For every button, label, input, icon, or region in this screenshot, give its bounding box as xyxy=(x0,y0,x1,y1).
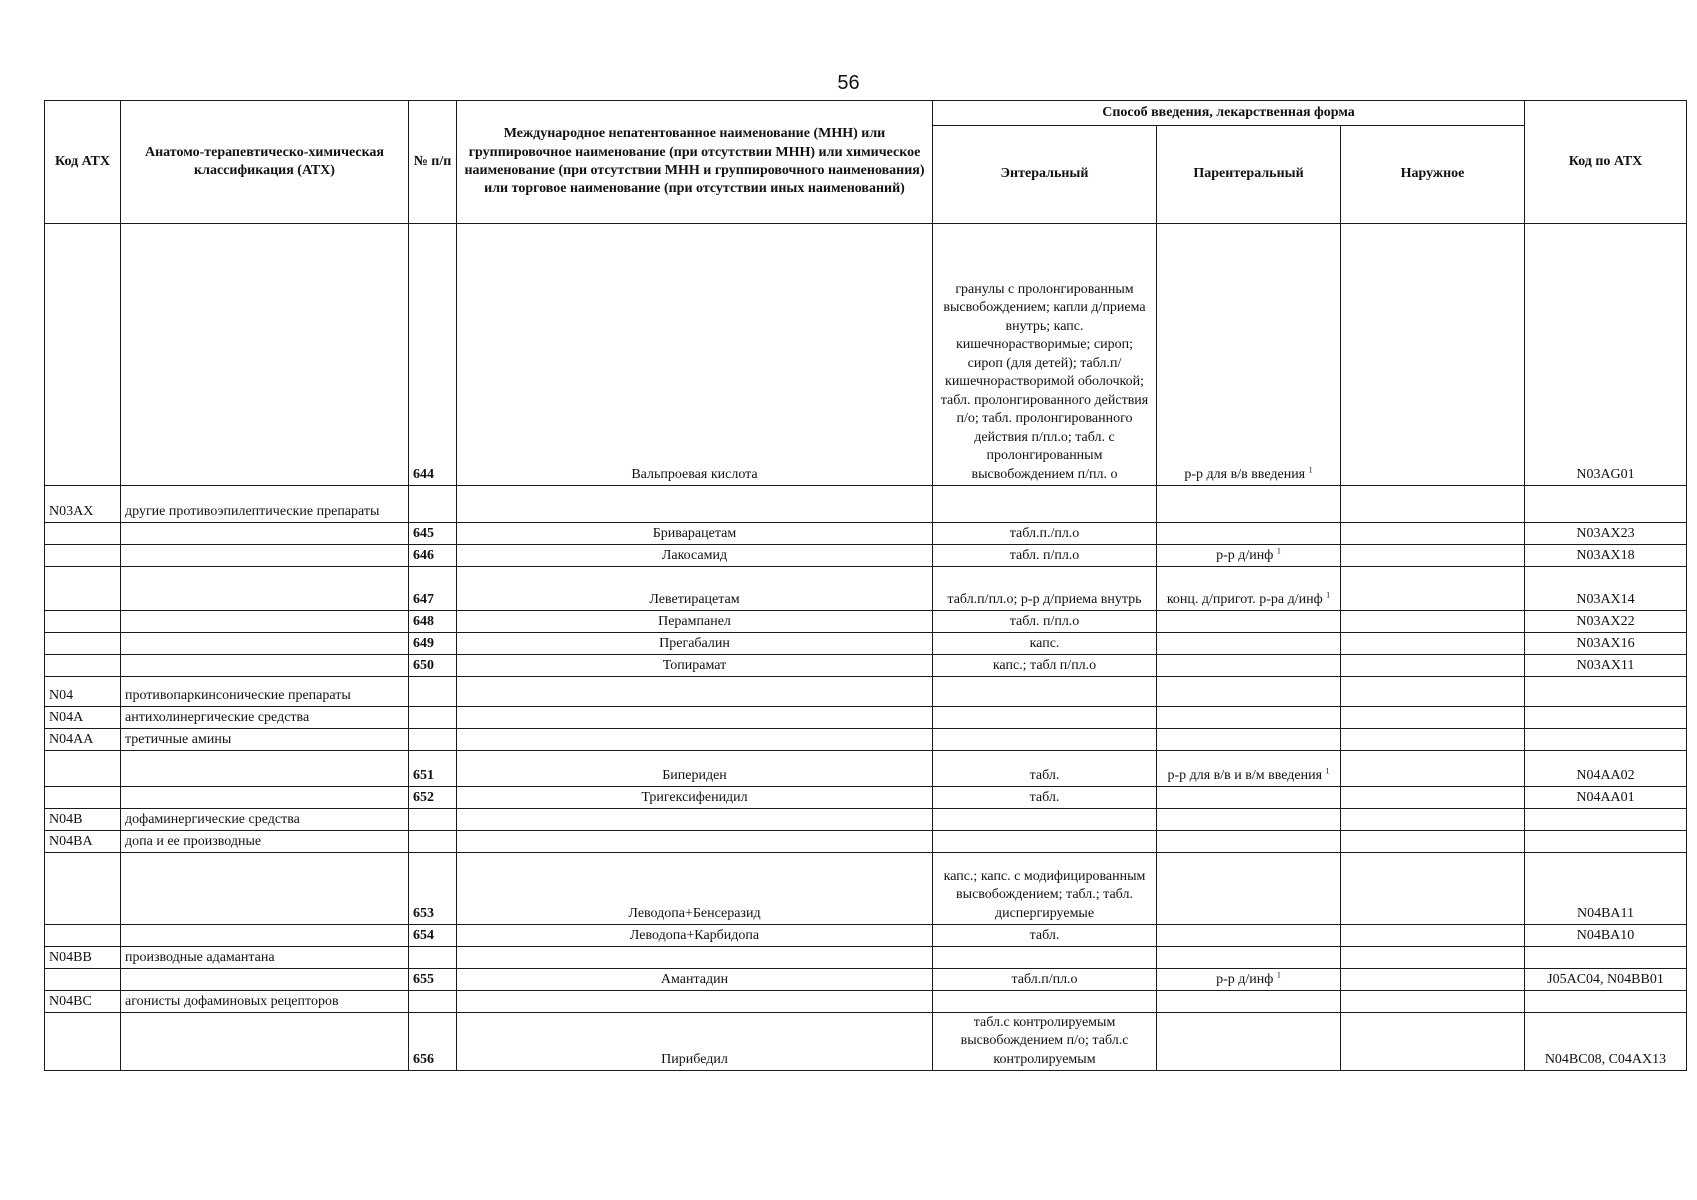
drug-name xyxy=(457,567,933,611)
atx-group-code xyxy=(45,567,121,611)
classification-text xyxy=(121,947,409,969)
external-forms xyxy=(1341,809,1525,831)
parenteral-forms xyxy=(1157,831,1341,853)
classification-text xyxy=(121,707,409,729)
classification-text xyxy=(121,567,409,611)
atx-code-text: N03AX18 xyxy=(1576,547,1635,563)
enteral-forms xyxy=(933,545,1157,567)
drug-name-text: Леводопа+Карбидопа xyxy=(629,927,760,943)
row-number-text: 653 xyxy=(413,905,434,921)
drug-name-text: Пирибедил xyxy=(661,1051,728,1067)
row-number xyxy=(409,633,457,655)
drug-name xyxy=(457,809,933,831)
external-forms xyxy=(1341,1013,1525,1071)
enteral-forms xyxy=(933,1013,1157,1071)
table-row xyxy=(45,567,1687,611)
row-number-text: 652 xyxy=(413,789,434,805)
enteral-forms xyxy=(933,677,1157,707)
row-number xyxy=(409,787,457,809)
row-number xyxy=(409,655,457,677)
atx-code xyxy=(1525,707,1687,729)
atx-code xyxy=(1525,633,1687,655)
atx-code xyxy=(1525,853,1687,925)
classification-text xyxy=(121,486,409,523)
row-number xyxy=(409,486,457,523)
classification-text xyxy=(121,969,409,991)
atx-code-text: N04BC08, C04AX13 xyxy=(1544,1051,1667,1067)
drug-name xyxy=(457,1013,933,1071)
parenteral-forms xyxy=(1157,707,1341,729)
atx-group-code xyxy=(45,991,121,1013)
table-row xyxy=(45,809,1687,831)
enteral-forms xyxy=(933,853,1157,925)
drug-name xyxy=(457,787,933,809)
classification-text-text: дофаминергические средства xyxy=(125,811,300,827)
parenteral-forms xyxy=(1157,991,1341,1013)
atx-code xyxy=(1525,729,1687,751)
parenteral-forms xyxy=(1157,677,1341,707)
drug-name xyxy=(457,523,933,545)
atx-group-code xyxy=(45,729,121,751)
row-number-text: 645 xyxy=(413,525,434,541)
atx-code-text: N04BA11 xyxy=(1576,905,1635,921)
drug-name-text: Бипериден xyxy=(662,767,727,783)
header-external: Наружное xyxy=(1341,126,1525,224)
atx-code xyxy=(1525,925,1687,947)
external-forms xyxy=(1341,969,1525,991)
row-number xyxy=(409,947,457,969)
row-number xyxy=(409,831,457,853)
external-forms xyxy=(1341,677,1525,707)
enteral-forms-text: табл. xyxy=(1029,927,1060,943)
atx-code xyxy=(1525,545,1687,567)
enteral-forms xyxy=(933,611,1157,633)
table-row xyxy=(45,751,1687,787)
drug-name-text: Прегабалин xyxy=(659,635,730,651)
row-number xyxy=(409,567,457,611)
row-number xyxy=(409,969,457,991)
row-number xyxy=(409,523,457,545)
external-forms xyxy=(1341,729,1525,751)
atx-group-code xyxy=(45,831,121,853)
atx-group-code xyxy=(45,486,121,523)
footnote-marker: 1 xyxy=(1308,464,1313,474)
external-forms xyxy=(1341,853,1525,925)
parenteral-forms xyxy=(1157,655,1341,677)
drug-name xyxy=(457,633,933,655)
external-forms xyxy=(1341,633,1525,655)
header-route-group: Способ введения, лекарственная форма xyxy=(933,101,1525,126)
classification-text xyxy=(121,831,409,853)
row-number-text: 647 xyxy=(413,591,434,607)
atx-group-code-text: N04BA xyxy=(49,833,93,849)
row-number xyxy=(409,677,457,707)
drug-name xyxy=(457,831,933,853)
external-forms xyxy=(1341,611,1525,633)
parenteral-forms xyxy=(1157,633,1341,655)
row-number-text: 649 xyxy=(413,635,434,651)
classification-text-text: другие противоэпилептические препараты xyxy=(125,503,380,519)
classification-text-text: третичные амины xyxy=(125,731,232,747)
header-number: № п/п xyxy=(409,101,457,224)
drug-name xyxy=(457,486,933,523)
atx-code xyxy=(1525,991,1687,1013)
atx-code-text: N03AX23 xyxy=(1576,525,1635,541)
row-number xyxy=(409,991,457,1013)
parenteral-forms xyxy=(1157,729,1341,751)
atx-group-code xyxy=(45,224,121,486)
classification-text xyxy=(121,853,409,925)
atx-code-text: N03AX22 xyxy=(1576,613,1635,629)
row-number xyxy=(409,751,457,787)
drug-list-table xyxy=(44,100,1687,1071)
atx-group-code xyxy=(45,947,121,969)
atx-code-text: N03AG01 xyxy=(1576,466,1635,482)
external-forms xyxy=(1341,486,1525,523)
classification-text-text: производные адамантана xyxy=(125,949,275,965)
drug-name xyxy=(457,947,933,969)
table-row xyxy=(45,677,1687,707)
drug-name xyxy=(457,969,933,991)
enteral-forms xyxy=(933,224,1157,486)
classification-text xyxy=(121,545,409,567)
table-row xyxy=(45,707,1687,729)
atx-code xyxy=(1525,567,1687,611)
atx-group-code-text: N04BB xyxy=(49,949,92,965)
drug-name-text: Леветирацетам xyxy=(649,591,740,607)
enteral-forms-text: табл. xyxy=(1029,767,1060,783)
header-drug-name: Международное непатентованное наименование (МНН) или группировочное наименование (при отсутствии МНН) или химическое наименование (при отсутствии МНН и группировочного наименования) или торговое наименование (при отсутствии иных наименований) xyxy=(457,101,933,224)
atx-code xyxy=(1525,831,1687,853)
drug-name xyxy=(457,611,933,633)
enteral-forms xyxy=(933,486,1157,523)
parenteral-forms xyxy=(1157,947,1341,969)
external-forms xyxy=(1341,707,1525,729)
atx-code xyxy=(1525,751,1687,787)
classification-text xyxy=(121,751,409,787)
drug-name-text: Топирамат xyxy=(662,657,727,673)
parenteral-forms xyxy=(1157,787,1341,809)
parenteral-forms xyxy=(1157,486,1341,523)
row-number xyxy=(409,611,457,633)
enteral-forms xyxy=(933,523,1157,545)
atx-group-code xyxy=(45,633,121,655)
atx-group-code xyxy=(45,1013,121,1071)
page-number: 56 xyxy=(837,72,860,94)
header-atx-code: Код по АТХ xyxy=(1525,101,1687,224)
classification-text-text: допа и ее производные xyxy=(125,833,262,849)
atx-group-code xyxy=(45,677,121,707)
row-number-text: 648 xyxy=(413,613,434,629)
parenteral-forms xyxy=(1157,969,1341,991)
table-row xyxy=(45,853,1687,925)
classification-text xyxy=(121,611,409,633)
row-number-text: 656 xyxy=(413,1051,434,1067)
enteral-forms xyxy=(933,925,1157,947)
atx-code-text: N03AX16 xyxy=(1576,635,1635,651)
enteral-forms xyxy=(933,751,1157,787)
atx-code-text: J05AC04, N04BB01 xyxy=(1547,971,1664,987)
atx-code xyxy=(1525,787,1687,809)
drug-name xyxy=(457,991,933,1013)
enteral-forms-text: табл. п/пл.о xyxy=(1009,547,1080,563)
parenteral-forms xyxy=(1157,925,1341,947)
drug-name xyxy=(457,853,933,925)
enteral-forms xyxy=(933,787,1157,809)
header-enteral: Энтеральный xyxy=(933,126,1157,224)
table-row xyxy=(45,787,1687,809)
atx-group-code xyxy=(45,611,121,633)
external-forms xyxy=(1341,567,1525,611)
classification-text xyxy=(121,1013,409,1071)
row-number-text: 650 xyxy=(413,657,434,673)
parenteral-forms-text: р-р для в/в введения xyxy=(1184,466,1306,482)
enteral-forms xyxy=(933,947,1157,969)
classification-text-text: противопаркинсонические препараты xyxy=(125,687,351,703)
enteral-forms xyxy=(933,567,1157,611)
enteral-forms xyxy=(933,809,1157,831)
atx-code xyxy=(1525,611,1687,633)
atx-group-code xyxy=(45,545,121,567)
external-forms xyxy=(1341,655,1525,677)
drug-name xyxy=(457,224,933,486)
row-number xyxy=(409,545,457,567)
external-forms xyxy=(1341,787,1525,809)
enteral-forms-text: табл.п/пл.о; р-р д/приема внутрь xyxy=(947,591,1142,607)
row-number-text: 655 xyxy=(413,971,434,987)
enteral-forms-text: капс.; капс. с модифицированным высвобождением; табл.; табл. диспергируемые xyxy=(943,868,1146,921)
header-code: Код АТХ xyxy=(45,101,121,224)
classification-text xyxy=(121,633,409,655)
atx-group-code-text: N04B xyxy=(49,811,83,827)
external-forms xyxy=(1341,545,1525,567)
atx-code xyxy=(1525,523,1687,545)
parenteral-forms xyxy=(1157,567,1341,611)
table-row xyxy=(45,486,1687,523)
atx-group-code xyxy=(45,925,121,947)
atx-group-code-text: N04 xyxy=(49,687,74,703)
enteral-forms xyxy=(933,991,1157,1013)
drug-name xyxy=(457,677,933,707)
row-number xyxy=(409,729,457,751)
drug-name-text: Лакосамид xyxy=(661,547,728,563)
external-forms xyxy=(1341,947,1525,969)
atx-group-code xyxy=(45,787,121,809)
atx-group-code xyxy=(45,523,121,545)
table-row xyxy=(45,633,1687,655)
footnote-marker: 1 xyxy=(1276,969,1281,979)
enteral-forms-text: табл.с контролируемым высвобождением п/о; табл.с контролируемым xyxy=(960,1015,1129,1067)
classification-text xyxy=(121,925,409,947)
atx-code xyxy=(1525,655,1687,677)
row-number xyxy=(409,707,457,729)
external-forms xyxy=(1341,991,1525,1013)
atx-code xyxy=(1525,224,1687,486)
table-row xyxy=(45,611,1687,633)
parenteral-forms xyxy=(1157,751,1341,787)
drug-name-text: Бриварацетам xyxy=(652,525,737,541)
drug-name-text: Перампанел xyxy=(658,613,731,629)
classification-text xyxy=(121,991,409,1013)
table-row xyxy=(45,991,1687,1013)
external-forms xyxy=(1341,523,1525,545)
drug-name-text: Леводопа+Бенсеразид xyxy=(628,905,761,921)
parenteral-forms xyxy=(1157,224,1341,486)
classification-text xyxy=(121,655,409,677)
drug-name-text: Амантадин xyxy=(660,971,729,987)
atx-group-code xyxy=(45,655,121,677)
footnote-marker: 1 xyxy=(1326,589,1331,599)
row-number xyxy=(409,809,457,831)
atx-group-code xyxy=(45,809,121,831)
atx-code-text: N03AX14 xyxy=(1576,591,1635,607)
row-number xyxy=(409,224,457,486)
atx-code xyxy=(1525,947,1687,969)
parenteral-forms xyxy=(1157,1013,1341,1071)
atx-group-code-text: N04A xyxy=(49,709,84,725)
drug-name-text: Тригексифенидил xyxy=(641,789,748,805)
parenteral-forms-text: конц. д/пригот. р-ра д/инф xyxy=(1166,591,1323,607)
footnote-marker: 1 xyxy=(1325,765,1330,775)
row-number xyxy=(409,1013,457,1071)
atx-group-code-text: N03AX xyxy=(49,503,94,519)
atx-code-text: N03AX11 xyxy=(1576,657,1635,673)
enteral-forms-text: табл.п/пл.о xyxy=(1011,971,1078,987)
table-body xyxy=(45,224,1687,1071)
external-forms xyxy=(1341,925,1525,947)
parenteral-forms xyxy=(1157,545,1341,567)
table-row xyxy=(45,969,1687,991)
atx-code-text: N04BA10 xyxy=(1576,927,1635,943)
atx-group-code xyxy=(45,969,121,991)
atx-group-code xyxy=(45,751,121,787)
enteral-forms-text: капс.; табл п/пл.о xyxy=(992,657,1097,673)
drug-name xyxy=(457,751,933,787)
classification-text-text: агонисты дофаминовых рецепторов xyxy=(125,993,339,1009)
table-row xyxy=(45,224,1687,486)
row-number-text: 654 xyxy=(413,927,434,943)
enteral-forms-text: гранулы с пролонгированным высвобождением; капли д/приема внутрь; капс. кишечнорастворимые; сироп; сироп (для детей); табл.п/кишечнорастворимой оболочкой; табл. пролонгированного действия п/о; табл. пролонгированного действия п/пл.о; табл. с пролонгированным высвобождением п/пл. о xyxy=(940,281,1149,482)
parenteral-forms xyxy=(1157,809,1341,831)
parenteral-forms-text: р-р д/инф xyxy=(1216,971,1274,987)
atx-code-text: N04AA01 xyxy=(1576,789,1635,805)
row-number xyxy=(409,853,457,925)
table-row xyxy=(45,523,1687,545)
classification-text xyxy=(121,224,409,486)
parenteral-forms xyxy=(1157,523,1341,545)
drug-name xyxy=(457,545,933,567)
classification-text xyxy=(121,787,409,809)
external-forms xyxy=(1341,831,1525,853)
parenteral-forms-text: р-р д/инф xyxy=(1216,547,1274,563)
atx-group-code-text: N04BC xyxy=(49,993,92,1009)
atx-group-code xyxy=(45,853,121,925)
external-forms xyxy=(1341,224,1525,486)
table-row xyxy=(45,1013,1687,1071)
drug-name xyxy=(457,925,933,947)
enteral-forms xyxy=(933,831,1157,853)
enteral-forms xyxy=(933,729,1157,751)
enteral-forms xyxy=(933,633,1157,655)
atx-code xyxy=(1525,677,1687,707)
row-number-text: 646 xyxy=(413,547,434,563)
atx-code xyxy=(1525,969,1687,991)
enteral-forms xyxy=(933,655,1157,677)
parenteral-forms xyxy=(1157,853,1341,925)
table-row xyxy=(45,925,1687,947)
row-number xyxy=(409,925,457,947)
enteral-forms-text: табл. п/пл.о xyxy=(1009,613,1080,629)
drug-name xyxy=(457,707,933,729)
atx-code xyxy=(1525,486,1687,523)
footnote-marker: 1 xyxy=(1276,545,1281,555)
table-row xyxy=(45,655,1687,677)
classification-text xyxy=(121,523,409,545)
classification-text xyxy=(121,729,409,751)
enteral-forms-text: капс. xyxy=(1029,635,1060,651)
drug-name xyxy=(457,655,933,677)
table-row xyxy=(45,545,1687,567)
table-row xyxy=(45,729,1687,751)
enteral-forms-text: табл.п./пл.о xyxy=(1009,525,1080,541)
atx-code xyxy=(1525,1013,1687,1071)
parenteral-forms xyxy=(1157,611,1341,633)
external-forms xyxy=(1341,751,1525,787)
classification-text xyxy=(121,677,409,707)
row-number-text: 644 xyxy=(413,466,434,482)
atx-code-text: N04AA02 xyxy=(1576,767,1635,783)
table-row xyxy=(45,831,1687,853)
atx-group-code-text: N04AA xyxy=(49,731,94,747)
atx-code xyxy=(1525,809,1687,831)
parenteral-forms-text: р-р для в/в и в/м введения xyxy=(1167,767,1323,783)
header-classification: Анатомо-терапевтическо-химическая классификация (АТХ) xyxy=(121,101,409,224)
header-parenteral: Парентеральный xyxy=(1157,126,1341,224)
drug-name-text: Вальпроевая кислота xyxy=(631,466,758,482)
enteral-forms-text: табл. xyxy=(1029,789,1060,805)
row-number-text: 651 xyxy=(413,767,434,783)
atx-group-code xyxy=(45,707,121,729)
enteral-forms xyxy=(933,707,1157,729)
classification-text xyxy=(121,809,409,831)
enteral-forms xyxy=(933,969,1157,991)
drug-name xyxy=(457,729,933,751)
classification-text-text: антихолинергические средства xyxy=(125,709,310,725)
table-row xyxy=(45,947,1687,969)
